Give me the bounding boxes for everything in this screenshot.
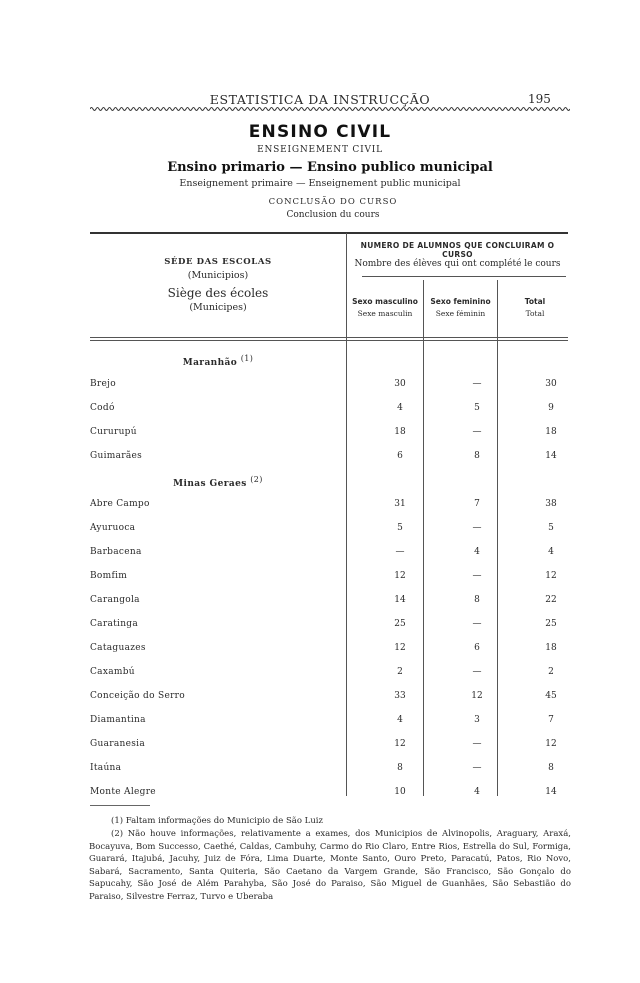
cell-masc: 33 <box>394 691 406 701</box>
cell-fem: 4 <box>474 787 480 797</box>
cell-fem: — <box>472 667 482 677</box>
cell-fem: 12 <box>471 691 483 701</box>
cell-masc: — <box>395 547 405 557</box>
column-header-fem-pt: Sexo feminino <box>430 297 491 306</box>
cell-total: 45 <box>545 691 557 701</box>
cell-total: 12 <box>545 739 557 749</box>
row-name: Itaúna <box>90 763 122 773</box>
section-title-fr: Enseignement primaire — Enseignement public municipal <box>179 178 461 189</box>
cell-fem: — <box>472 379 482 389</box>
cell-fem: 3 <box>474 715 480 725</box>
section-subtitle: CONCLUSÃO DO CURSO <box>268 197 398 207</box>
row-name: Monte Alegre <box>90 787 156 797</box>
row-name: Carangola <box>90 595 140 605</box>
footnote-ref: (2) <box>250 475 263 484</box>
cell-masc: 8 <box>397 763 403 773</box>
cell-masc: 2 <box>397 667 403 677</box>
cell-fem: 5 <box>474 403 480 413</box>
row-name: Cataguazes <box>90 643 146 653</box>
cell-masc: 12 <box>394 739 406 749</box>
row-name: Caxambú <box>90 667 135 677</box>
row-name: Cururupú <box>90 427 137 437</box>
column-header-siege: Siège des écoles <box>167 286 269 300</box>
page-number: 195 <box>528 92 551 106</box>
column-header-masc-fr: Sexe masculin <box>357 309 413 318</box>
row-name: Bomfim <box>90 571 128 581</box>
main-title-fr: ENSEIGNEMENT CIVIL <box>257 145 383 155</box>
header-bottom-rule <box>90 337 568 338</box>
cell-masc: 5 <box>397 523 403 533</box>
cell-fem: — <box>472 739 482 749</box>
column-header-masc-pt: Sexo masculino <box>352 297 418 306</box>
running-title: ESTATISTICA DA INSTRUCÇÃO <box>209 92 431 107</box>
column-header-sede: SÉDE DAS ESCOLAS <box>164 257 272 267</box>
cell-masc: 18 <box>394 427 406 437</box>
row-name: Caratinga <box>90 619 139 629</box>
cell-masc: 12 <box>394 643 406 653</box>
row-name: Barbacena <box>90 547 142 557</box>
row-name: Conceição do Serro <box>90 691 185 701</box>
cell-total: 14 <box>545 451 557 461</box>
column-header-total <box>498 296 572 320</box>
cell-total: 18 <box>545 643 557 653</box>
cell-masc: 25 <box>394 619 406 629</box>
footnote-ref: (1) <box>240 354 254 363</box>
column-header-total-fr: Total <box>525 309 545 318</box>
region-name: Maranhão <box>182 358 238 368</box>
column-header-total-pt: Total <box>524 297 546 306</box>
cell-fem: 6 <box>474 643 480 653</box>
cell-masc: 14 <box>394 595 406 605</box>
column-header-fem-fr: Sexe féminin <box>435 309 486 318</box>
cell-fem: — <box>472 619 482 629</box>
row-name: Guaranesia <box>90 739 146 749</box>
group-header: NUMERO DE ALUMNOS QUE CONCLUIRAM O CURSO <box>360 241 555 259</box>
cell-masc: 6 <box>397 451 403 461</box>
cell-fem: 4 <box>474 547 480 557</box>
cell-masc: 12 <box>394 571 406 581</box>
row-name: Brejo <box>90 379 116 389</box>
cell-total: 18 <box>545 427 557 437</box>
group-header-rule <box>362 276 566 277</box>
cell-masc: 4 <box>397 403 403 413</box>
main-title: ENSINO CIVIL <box>248 122 392 142</box>
cell-total: 12 <box>545 571 557 581</box>
row-name: Ayuruoca <box>90 523 136 533</box>
header-bottom-rule <box>90 340 568 341</box>
cell-total: 7 <box>548 715 554 725</box>
row-name: Abre Campo <box>90 499 150 509</box>
cell-fem: — <box>472 763 482 773</box>
cell-total: 8 <box>548 763 554 773</box>
cell-fem: — <box>472 427 482 437</box>
cell-total: 38 <box>545 499 557 509</box>
row-name: Diamantina <box>90 715 146 725</box>
row-name: Guimarães <box>90 451 143 461</box>
region-heading <box>90 354 346 368</box>
row-name: Codó <box>90 403 115 413</box>
cell-fem: 8 <box>474 451 480 461</box>
footnote-2: (2) Não houve informações, relativamente a exames, dos Municipios de Alvinopolis, Araguary, Araxá, Bocayuva, Bom Successo, Caethé, Caldas, Cambuhy, Carmo do Rio Claro, Entre Rios, Estrella do Sul, Formiga, Guarará, Itajubá, Jacuhy, Juiz de Fóra, Lima Duarte, Monte Santo, Ouro Preto, Paracatú, Patos, Rio Novo, Sabará, Sacramento, Santa Quiteria, São Caetano da Vargem Grande, São Francisco, São Gonçalo do Sapucahy, São José de Além Parahyba, São José do Paraiso, São Miguel de Guanhães, São Sebastião do Paraiso, Silvestre Ferraz, Turvo e Uberaba <box>89 829 571 902</box>
cell-total: 9 <box>548 403 554 413</box>
footnote-1: (1) Faltam informações do Municipio de São Luiz <box>111 816 324 826</box>
cell-total: 14 <box>545 787 557 797</box>
cell-total: 22 <box>545 595 557 605</box>
cell-total: 25 <box>545 619 557 629</box>
cell-total: 30 <box>545 379 557 389</box>
column-header-siege-sub: (Municipes) <box>189 302 247 313</box>
footnote-rule <box>90 805 150 806</box>
cell-masc: 30 <box>394 379 406 389</box>
cell-masc: 31 <box>394 499 406 509</box>
cell-fem: — <box>472 523 482 533</box>
region-name: Minas Geraes <box>173 479 247 489</box>
cell-masc: 10 <box>394 787 406 797</box>
section-subtitle-fr: Conclusion du cours <box>286 210 380 220</box>
cell-total: 4 <box>548 547 554 557</box>
cell-total: 5 <box>548 523 554 533</box>
column-header-sede-sub: (Municipios) <box>187 270 249 281</box>
group-header-fr: Nombre des élèves qui ont complété le cours <box>354 259 561 269</box>
cell-fem: 8 <box>474 595 480 605</box>
section-title: Ensino primario — Ensino publico municipal <box>167 160 493 175</box>
cell-total: 2 <box>548 667 554 677</box>
table-top-rule <box>90 232 568 234</box>
cell-fem: 7 <box>474 499 480 509</box>
cell-fem: — <box>472 571 482 581</box>
column-header-masc <box>347 296 423 320</box>
region-heading <box>90 475 346 489</box>
cell-masc: 4 <box>397 715 403 725</box>
column-header-fem <box>424 296 497 320</box>
wavy-rule <box>90 104 570 114</box>
